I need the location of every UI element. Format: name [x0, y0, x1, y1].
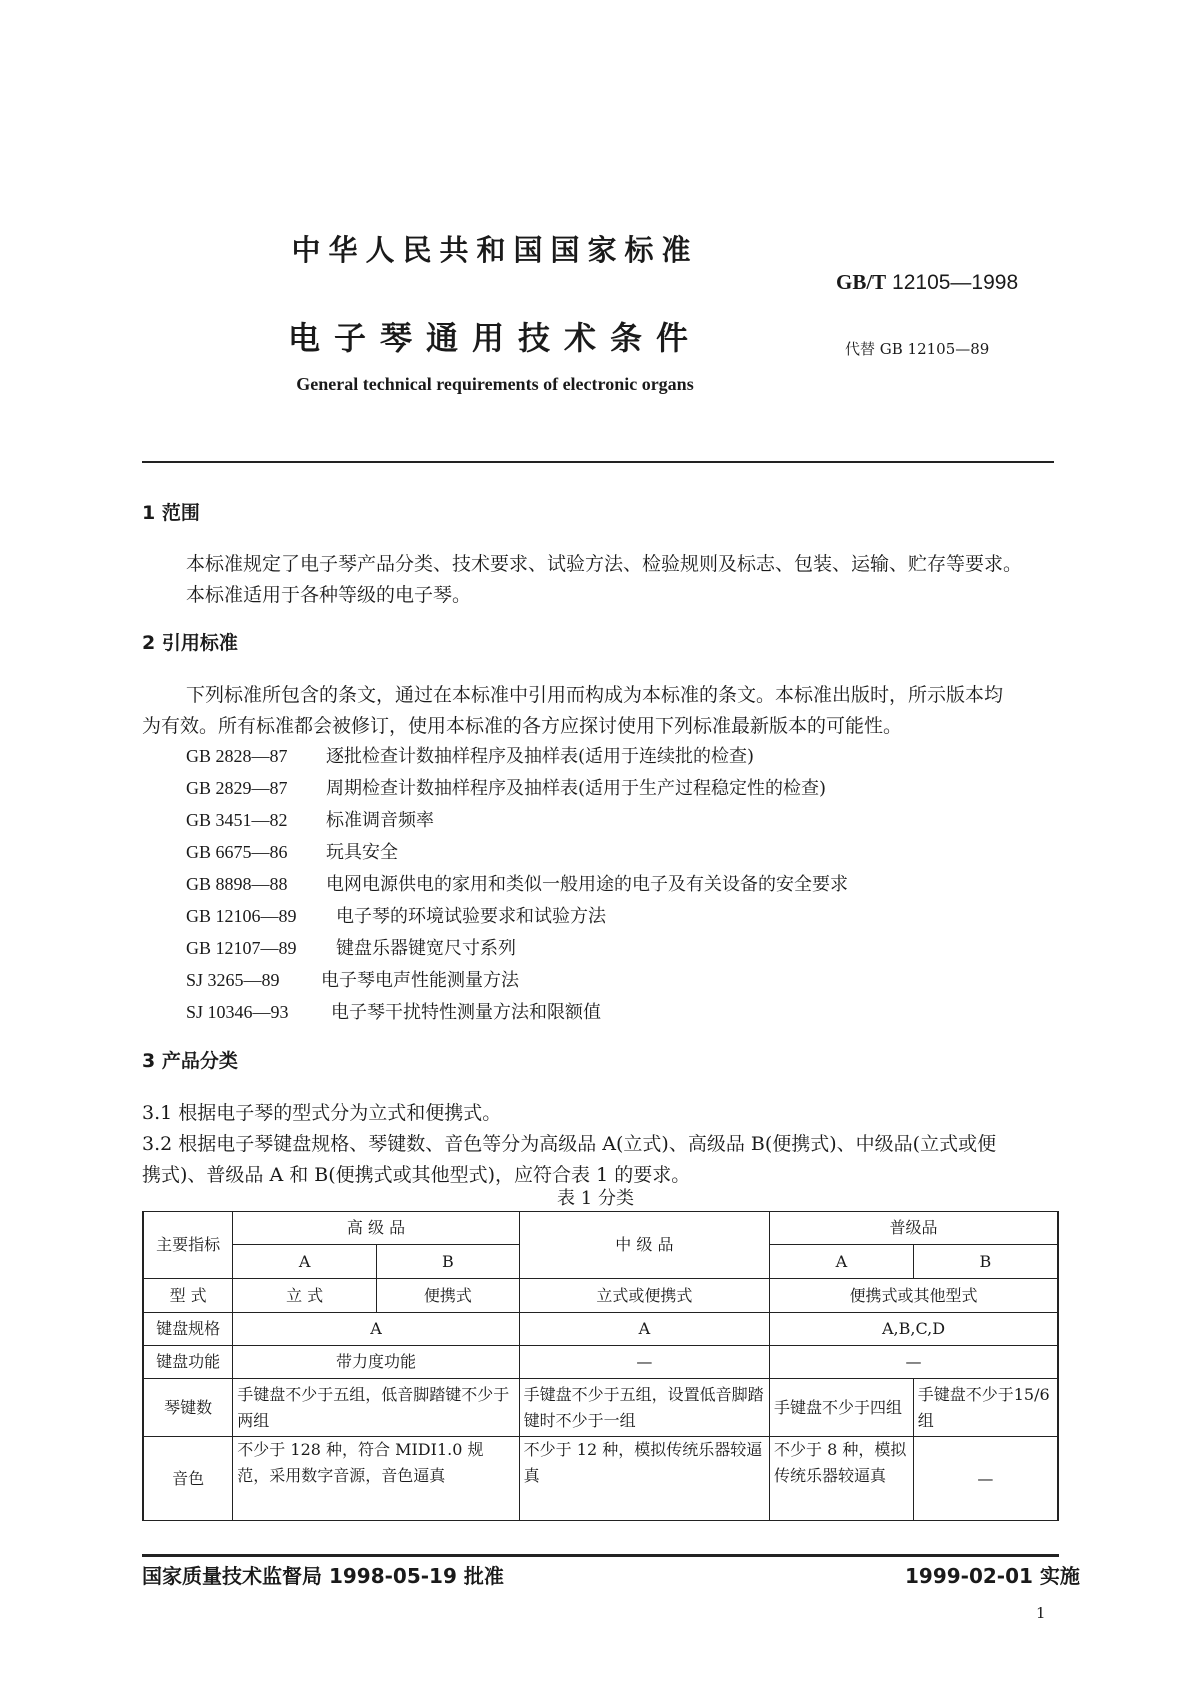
header-high-grade: 高 级 品: [233, 1212, 519, 1245]
table-cell: A: [519, 1313, 769, 1346]
header-high-a: A: [233, 1245, 377, 1279]
header-normal-a: A: [770, 1245, 914, 1279]
section-1-paragraph-1: 本标准规定了电子琴产品分类、技术要求、试验方法、检验规则及标志、包装、运输、贮存等要求。: [186, 553, 1023, 575]
clause-3-1: 3.1 根据电子琴的型式分为立式和便携式。: [142, 1102, 502, 1124]
clause-3-2-line-1: 3.2 根据电子琴键盘规格、琴键数、音色等分为高级品 A(立式)、高级品 B(便携式)、中级品(立式或便: [142, 1133, 997, 1155]
table-cell: 手键盘不少于五组，低音脚踏键不少于两组: [233, 1379, 519, 1437]
section-1-heading: 1 范围: [142, 502, 200, 524]
section-1-paragraph-2: 本标准适用于各种等级的电子琴。: [186, 584, 472, 606]
table-cell: 不少于 128 种，符合 MIDI1.0 规范，采用数字音源，音色逼真: [233, 1437, 519, 1521]
replaces-note: 代替 GB 12105—89: [845, 340, 990, 358]
reference-item: GB 6675—86 玩具安全: [186, 842, 398, 863]
standard-code: [836, 270, 1018, 295]
row-label: 型 式: [143, 1279, 233, 1313]
header-mid-grade: 中 级 品: [519, 1212, 769, 1279]
footer-divider: [142, 1554, 1059, 1557]
reference-item: GB 12106—89 电子琴的环境试验要求和试验方法: [186, 906, 606, 927]
table-cell: A: [233, 1313, 519, 1346]
table-cell: 手键盘不少于15/6组: [913, 1379, 1058, 1437]
code-prefix: GB/T: [836, 270, 887, 294]
section-2-heading: 2 引用标准: [142, 632, 238, 654]
row-label: 琴键数: [143, 1379, 233, 1437]
table-cell: 带力度功能: [233, 1346, 519, 1379]
approval-note: 国家质量技术监督局 1998-05-19 批准: [142, 1564, 504, 1588]
table-cell: A,B,C,D: [770, 1313, 1058, 1346]
row-label: 音色: [143, 1437, 233, 1521]
reference-item: SJ 3265—89 电子琴电声性能测量方法: [186, 970, 519, 991]
table-cell: —: [913, 1437, 1058, 1521]
header-normal-b: B: [913, 1245, 1058, 1279]
reference-item: GB 12107—89 键盘乐器键宽尺寸系列: [186, 938, 516, 959]
table-cell: 手键盘不少于四组: [770, 1379, 914, 1437]
table-cell: 立 式: [233, 1279, 377, 1313]
reference-item: GB 2829—87 周期检查计数抽样程序及抽样表(适用于生产过程稳定性的检查): [186, 778, 827, 799]
english-title: General technical requirements of electronic organs: [296, 374, 694, 394]
row-label: 键盘规格: [143, 1313, 233, 1346]
table-cell: 便携式或其他型式: [770, 1279, 1058, 1313]
standard-type-heading: 中华人民共和国国家标准: [291, 233, 699, 267]
table-cell: 立式或便携式: [519, 1279, 769, 1313]
page-number: 1: [1036, 1604, 1046, 1622]
section-2-paragraph-line-1: 下列标准所包含的条文，通过在本标准中引用而构成为本标准的条文。本标准出版时，所示版本均: [186, 684, 1004, 706]
table-cell: 手键盘不少于五组，设置低音脚踏键时不少于一组: [519, 1379, 769, 1437]
header-divider: [142, 461, 1054, 463]
reference-item: GB 3451—82 标准调音频率: [186, 810, 434, 831]
table-cell: —: [770, 1346, 1058, 1379]
header-normal-grade: 普级品: [770, 1212, 1058, 1245]
table-caption: 表 1 分类: [557, 1188, 634, 1209]
row-label: 键盘功能: [143, 1346, 233, 1379]
clause-3-2-line-2: 携式)、普级品 A 和 B(便携式或其他型式)，应符合表 1 的要求。: [142, 1164, 691, 1186]
reference-item: GB 8898—88 电网电源供电的家用和类似一般用途的电子及有关设备的安全要求: [186, 874, 848, 895]
implementation-date: 1999-02-01 实施: [905, 1564, 1080, 1588]
table-cell: —: [519, 1346, 769, 1379]
header-main-indicator: 主要指标: [143, 1212, 233, 1279]
table-cell: 不少于 12 种，模拟传统乐器较逼真: [519, 1437, 769, 1521]
document-title: 电子琴通用技术条件: [287, 319, 702, 357]
code-number: 12105—1998: [892, 271, 1019, 294]
reference-item: SJ 10346—93 电子琴干扰特性测量方法和限额值: [186, 1002, 601, 1023]
table-cell: 便携式: [376, 1279, 519, 1313]
section-2-paragraph-line-2: 为有效。所有标准都会被修订，使用本标准的各方应探讨使用下列标准最新版本的可能性。: [142, 715, 903, 737]
table-cell: 不少于 8 种，模拟传统乐器较逼真: [770, 1437, 914, 1521]
classification-table: [142, 1211, 1059, 1521]
header-high-b: B: [376, 1245, 519, 1279]
section-3-heading: 3 产品分类: [142, 1050, 238, 1072]
reference-item: GB 2828—87 逐批检查计数抽样程序及抽样表(适用于连续批的检查): [186, 746, 755, 767]
